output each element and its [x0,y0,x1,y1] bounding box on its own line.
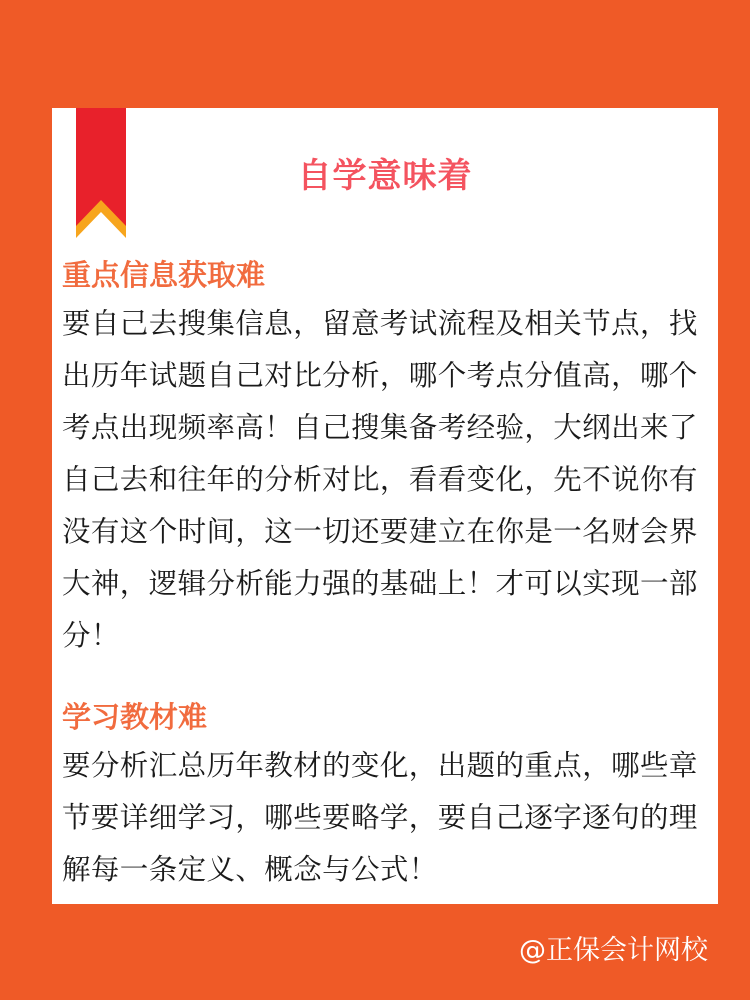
section-heading: 重点信息获取难 [62,258,266,292]
page-title: 自学意味着 [297,156,473,196]
section-info [62,256,712,662]
section-body: 要分析汇总历年教材的变化，出题的重点，哪些章节要详细学习，哪些要略学，要自己逐字逐句的理解每一条定义、概念与公式！ [62,749,698,886]
section-body: 要自己去搜集信息，留意考试流程及相关节点，找出历年试题自己对比分析，哪个考点分值高，哪个考点出现频率高！自己搜集备考经验，大纲出来了自己去和往年的分析对比，看看变化，先不说你有没有这个时间，这一切还要建立在你是一名财会界大神，逻辑分析能力强的基础上！才可以实现一部分！ [62,307,698,652]
content-card [52,108,718,904]
brand-watermark: @正保会计网校 [519,935,708,966]
section-textbook [62,698,712,896]
section-heading: 学习教材难 [62,700,208,734]
